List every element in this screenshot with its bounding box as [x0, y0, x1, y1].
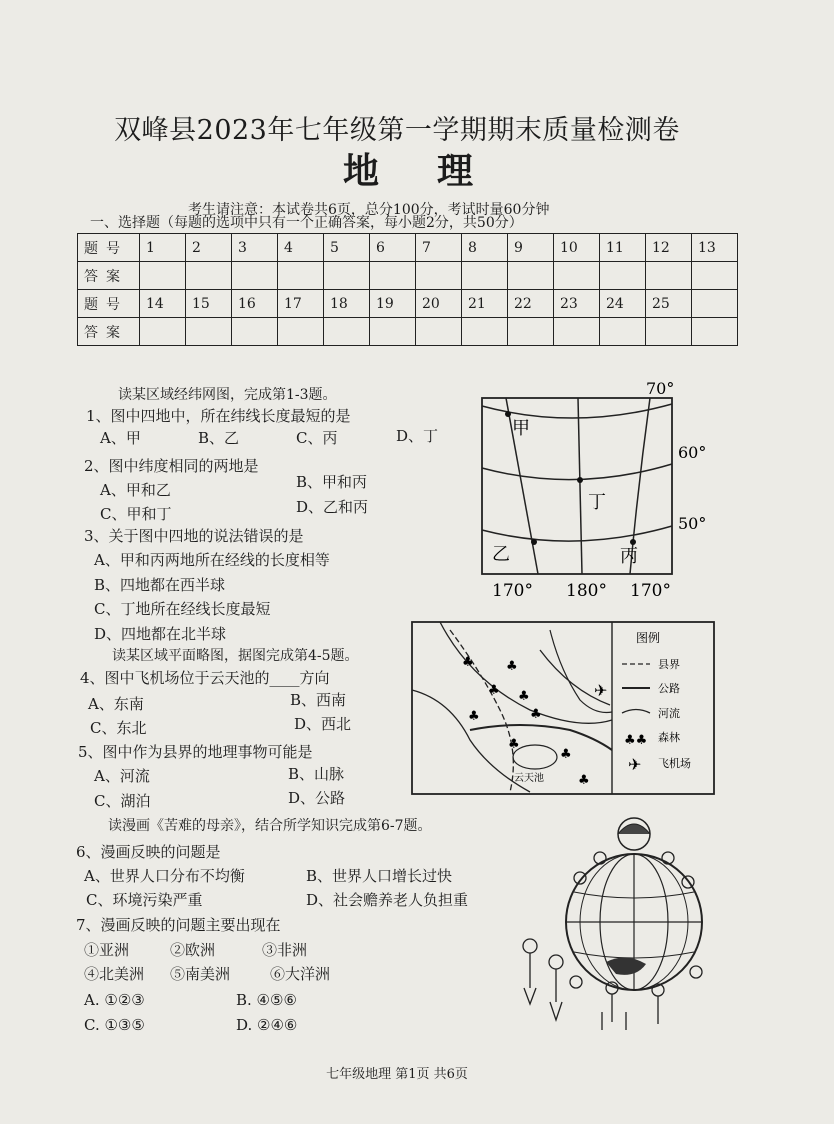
legend-road: 公路 [658, 682, 680, 695]
q4-option-a[interactable]: A、东南 [88, 695, 144, 713]
answer-cell[interactable] [232, 262, 278, 290]
q4-option-c[interactable]: C、东北 [90, 719, 147, 737]
page-footer: 七年级地理 第1页 共6页 [326, 1067, 468, 1082]
q7-option-a[interactable]: A. ①②③ [84, 991, 145, 1009]
section-heading: 一、选择题（每题的选项中只有一个正确答案，每小题2分，共50分） [90, 215, 523, 231]
table-cell: 4 [278, 234, 324, 262]
label-lat-50: 50° [678, 514, 707, 533]
subject-title: 地理 [342, 150, 531, 192]
point-jia [505, 411, 511, 417]
legend-airport: 飞机场 [658, 757, 691, 770]
question-4: 4、图中飞机场位于云天池的____方向 [80, 669, 330, 687]
answer-cell[interactable] [692, 262, 738, 290]
table-cell: 1 [140, 234, 186, 262]
q2-option-d[interactable]: D、乙和丙 [296, 498, 369, 516]
group1-intro: 读某区域经纬网图，完成第1-3题。 [118, 387, 337, 403]
forest-icon: ♣ [518, 689, 530, 704]
answer-cell[interactable] [646, 318, 692, 346]
answer-cell[interactable] [554, 262, 600, 290]
answer-cell[interactable] [416, 318, 462, 346]
label-170-right: 170° [630, 581, 671, 601]
label-bing: 丙 [620, 546, 638, 567]
airport-icon: ✈ [594, 681, 608, 700]
q7-option-b[interactable]: B. ④⑤⑥ [236, 991, 297, 1009]
q4-option-b[interactable]: B、西南 [290, 691, 347, 709]
q5-option-b[interactable]: B、山脉 [288, 765, 345, 783]
table-cell: 12 [646, 234, 692, 262]
answer-cell[interactable] [646, 262, 692, 290]
q7-option-d[interactable]: D. ②④⑥ [236, 1016, 298, 1034]
answer-cell[interactable] [416, 262, 462, 290]
forest-icon: ♣ [468, 709, 480, 724]
answer-cell[interactable] [186, 318, 232, 346]
answer-cell[interactable] [370, 318, 416, 346]
q1-option-a[interactable]: A、甲 [100, 429, 141, 447]
answer-cell[interactable] [600, 262, 646, 290]
row-label: 题号 [78, 290, 140, 318]
label-ding: 丁 [588, 492, 606, 513]
q3-option-d[interactable]: D、四地都在北半球 [94, 625, 227, 643]
legend-airport-icon: ✈ [628, 755, 642, 774]
q3-option-b[interactable]: B、四地都在西半球 [94, 576, 226, 594]
table-cell: 22 [508, 290, 554, 318]
legend-title: 图例 [636, 631, 661, 645]
table-cell: 24 [600, 290, 646, 318]
answer-cell[interactable] [186, 262, 232, 290]
answer-cell[interactable] [324, 262, 370, 290]
q6-option-c[interactable]: C、环境污染严重 [86, 891, 203, 909]
question-3: 3、关于图中四地的说法错误的是 [84, 527, 304, 545]
group3-intro: 读漫画《苦难的母亲》，结合所学知识完成第6-7题。 [108, 818, 432, 834]
answer-cell[interactable] [508, 262, 554, 290]
table-cell: 14 [140, 290, 186, 318]
question-5: 5、图中作为县界的地理事物可能是 [78, 743, 313, 761]
table-cell: 15 [186, 290, 232, 318]
answer-cell[interactable] [508, 318, 554, 346]
answer-table [77, 233, 738, 346]
cartoon-suffering-mother [516, 812, 722, 1034]
forest-icon: ♣ [578, 773, 590, 788]
q2-option-a[interactable]: A、甲和乙 [100, 481, 171, 499]
q3-option-a[interactable]: A、甲和丙两地所在经线的长度相等 [94, 551, 330, 569]
question-2: 2、图中纬度相同的两地是 [84, 457, 259, 475]
q6-option-b[interactable]: B、世界人口增长过快 [306, 867, 453, 885]
table-cell: 19 [370, 290, 416, 318]
point-yi [531, 539, 537, 545]
table-cell [692, 290, 738, 318]
table-cell: 25 [646, 290, 692, 318]
question-7: 7、漫画反映的问题主要出现在 [76, 916, 281, 934]
q2-option-b[interactable]: B、甲和丙 [296, 473, 368, 491]
label-yi: 乙 [492, 544, 510, 565]
table-cell: 18 [324, 290, 370, 318]
question-6: 6、漫画反映的问题是 [76, 843, 221, 861]
legend-forest-icon: ♣♣ [624, 733, 648, 748]
legend-forest: 森林 [658, 731, 680, 744]
table-cell: 7 [416, 234, 462, 262]
q1-option-c[interactable]: C、丙 [296, 429, 338, 447]
q7-item-1: ①亚洲 [84, 941, 130, 959]
table-cell: 3 [232, 234, 278, 262]
forest-icon: ♣ [488, 683, 500, 698]
table-cell: 13 [692, 234, 738, 262]
q5-option-a[interactable]: A、河流 [94, 767, 150, 785]
label-170-left: 170° [492, 581, 533, 601]
q2-option-c[interactable]: C、甲和丁 [100, 505, 172, 523]
label-lat-60: 60° [678, 443, 707, 462]
q7-item-5: ⑤南美洲 [170, 965, 231, 983]
table-cell: 10 [554, 234, 600, 262]
table-cell: 11 [600, 234, 646, 262]
answer-cell[interactable] [462, 262, 508, 290]
row-label: 答案 [78, 262, 140, 290]
q1-option-d[interactable]: D、丁 [396, 427, 439, 445]
q7-option-c[interactable]: C. ①③⑤ [84, 1016, 145, 1034]
q7-item-4: ④北美洲 [84, 965, 145, 983]
question-1: 1、图中四地中，所在纬线长度最短的是 [86, 407, 351, 425]
forest-icon: ♣ [506, 659, 518, 674]
label-jia: 甲 [512, 418, 530, 439]
forest-icon: ♣ [462, 655, 474, 670]
answer-cell[interactable] [140, 262, 186, 290]
lat-long-grid-map [470, 376, 707, 606]
label-180: 180° [566, 581, 607, 601]
table-row [78, 290, 738, 318]
answer-cell[interactable] [370, 262, 416, 290]
point-bing [630, 539, 636, 545]
q7-item-2: ②欧洲 [170, 941, 216, 959]
label-70-top: 70° [646, 379, 675, 398]
table-cell: 21 [462, 290, 508, 318]
q5-option-d[interactable]: D、公路 [288, 789, 346, 807]
table-cell: 8 [462, 234, 508, 262]
table-cell: 2 [186, 234, 232, 262]
table-cell: 16 [232, 290, 278, 318]
table-cell: 17 [278, 290, 324, 318]
q3-option-c[interactable]: C、丁地所在经线长度最短 [94, 600, 271, 618]
q5-option-c[interactable]: C、湖泊 [94, 792, 151, 810]
lake-label: 云天池 [514, 773, 544, 784]
legend-river: 河流 [658, 707, 680, 720]
point-ding [577, 477, 583, 483]
forest-icon: ♣ [530, 707, 542, 722]
q6-option-a[interactable]: A、世界人口分布不均衡 [84, 867, 245, 885]
q6-option-d[interactable]: D、社会赡养老人负担重 [306, 891, 469, 909]
table-cell: 20 [416, 290, 462, 318]
exam-notice: 考生请注意：本试卷共6页，总分100分，考试时量60分钟 [188, 202, 550, 218]
q4-option-d[interactable]: D、西北 [294, 715, 352, 733]
q7-item-3: ③非洲 [262, 941, 308, 959]
legend-county-border: 县界 [658, 658, 680, 671]
row-label: 答案 [78, 318, 140, 346]
answer-cell[interactable] [324, 318, 370, 346]
forest-icon: ♣ [508, 737, 520, 752]
answer-cell[interactable] [554, 318, 600, 346]
exam-title: 双峰县2023年七年级第一学期期末质量检测卷 [114, 115, 680, 146]
q7-item-6: ⑥大洋洲 [270, 965, 331, 983]
row-label: 题号 [78, 234, 140, 262]
table-cell: 6 [370, 234, 416, 262]
answer-cell[interactable] [232, 318, 278, 346]
table-row [78, 262, 738, 290]
answer-cell[interactable] [462, 318, 508, 346]
q1-option-b[interactable]: B、乙 [198, 429, 240, 447]
table-row [78, 318, 738, 346]
answer-cell[interactable] [692, 318, 738, 346]
answer-cell[interactable] [140, 318, 186, 346]
table-row [78, 234, 738, 262]
answer-cell[interactable] [278, 318, 324, 346]
region-map [410, 620, 716, 798]
table-cell: 23 [554, 290, 600, 318]
table-cell: 5 [324, 234, 370, 262]
table-cell: 9 [508, 234, 554, 262]
forest-icon: ♣ [560, 747, 572, 762]
answer-cell[interactable] [600, 318, 646, 346]
answer-cell[interactable] [278, 262, 324, 290]
group2-intro: 读某区域平面略图，据图完成第4-5题。 [112, 648, 359, 664]
